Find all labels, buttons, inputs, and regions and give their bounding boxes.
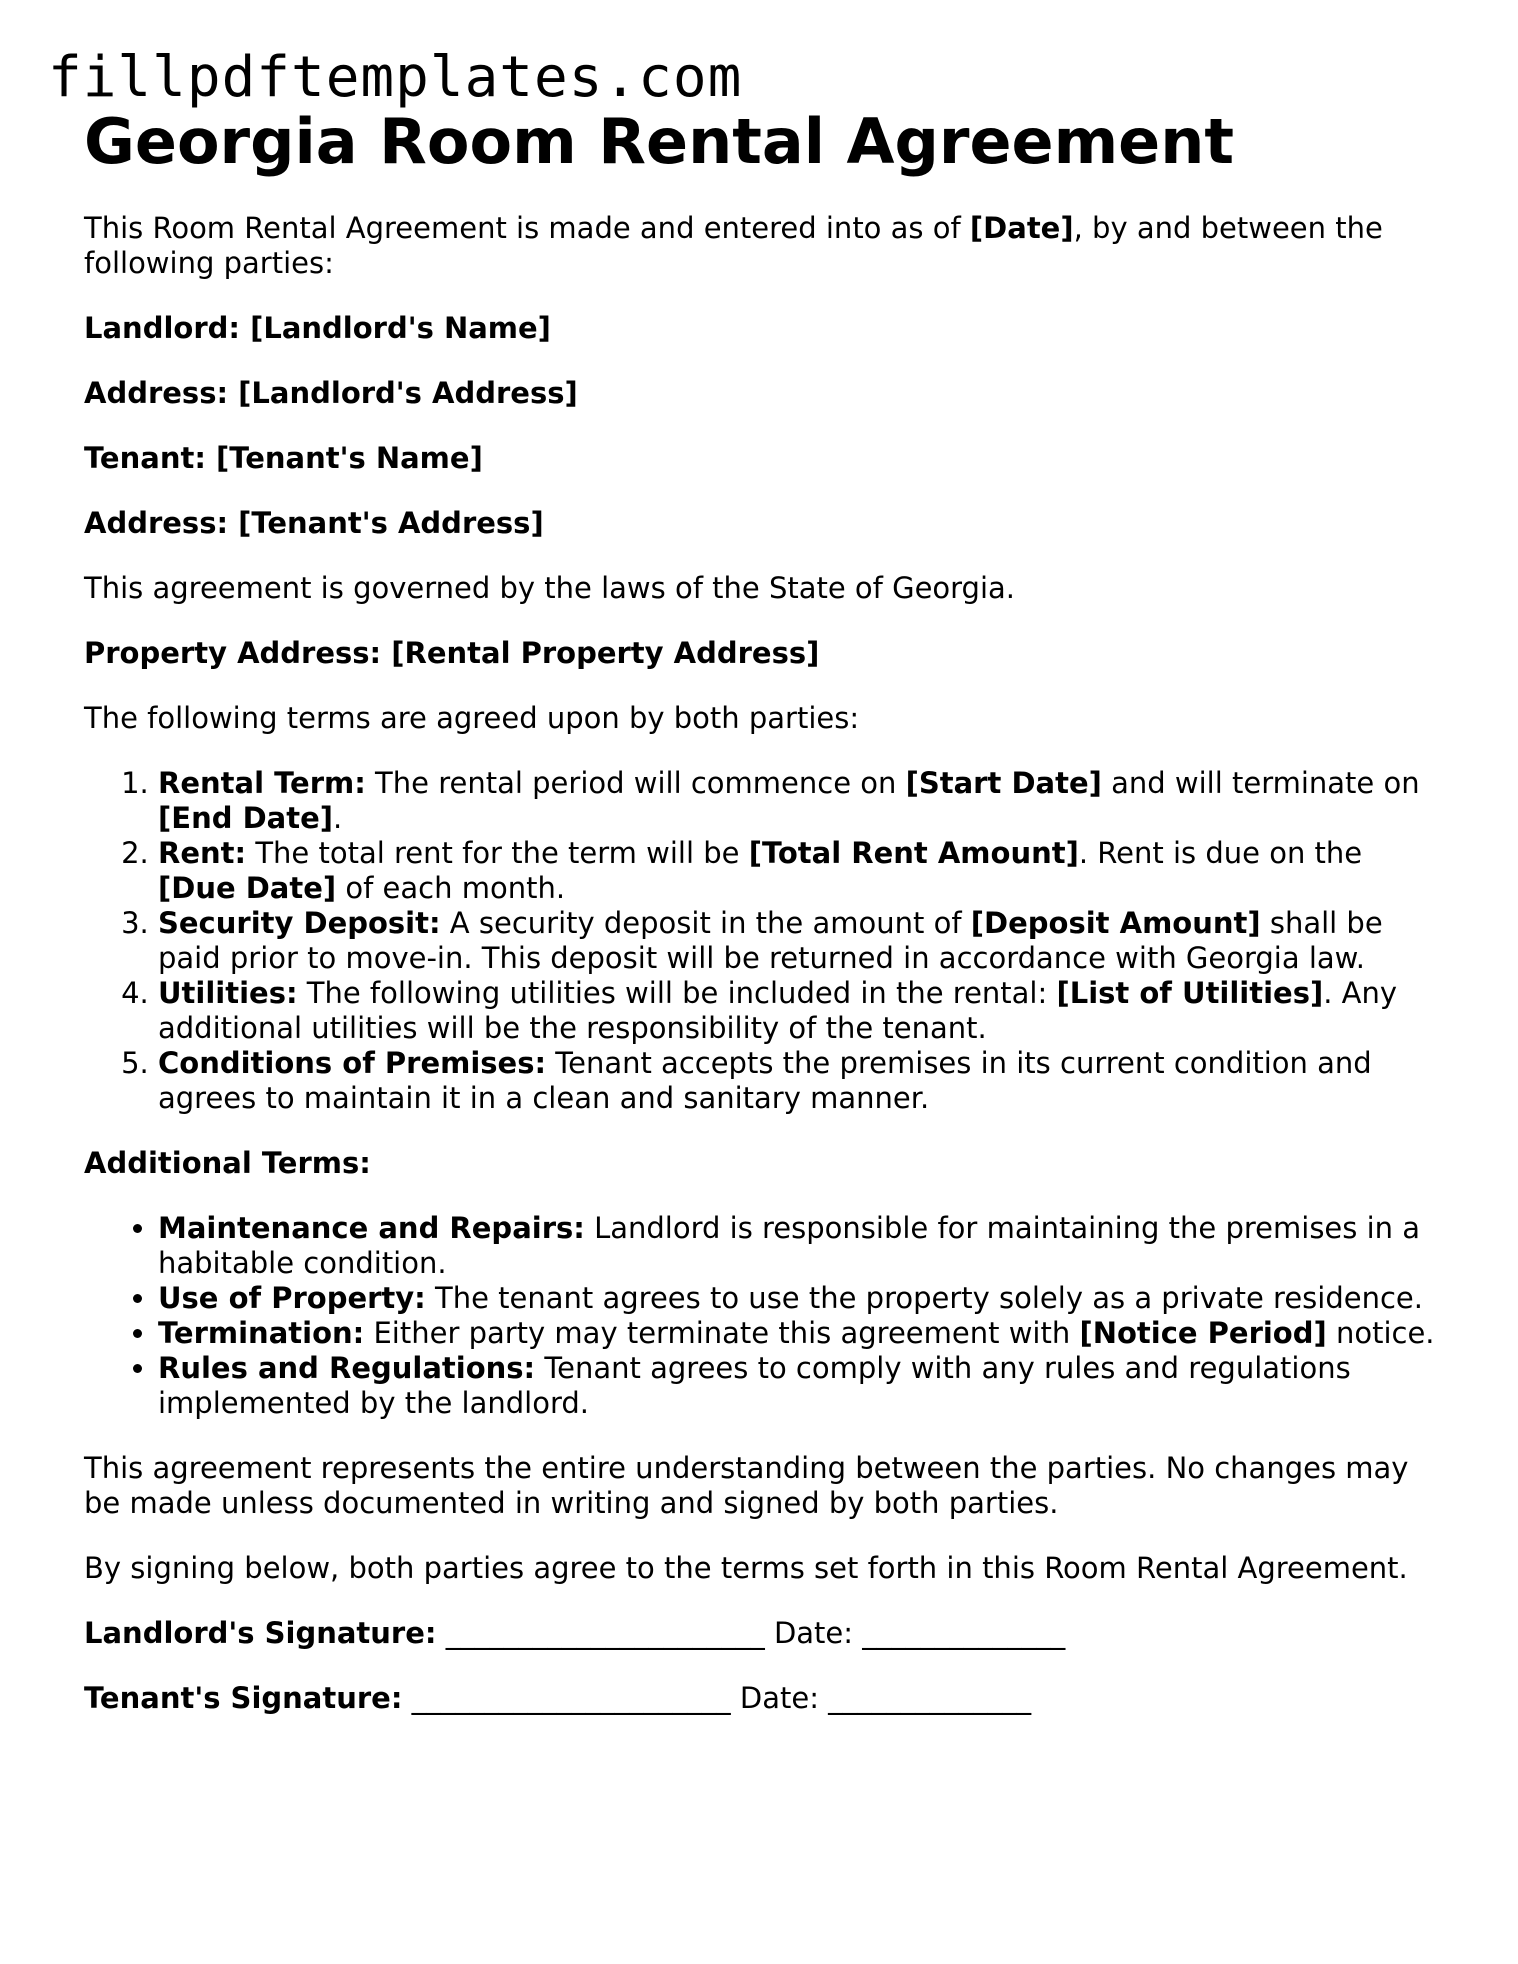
term-text: The tenant agrees to use the property solely as a private residence.	[425, 1281, 1423, 1315]
term-label: Utilities:	[158, 976, 298, 1010]
landlord-signature-label: Landlord's Signature:	[84, 1616, 437, 1650]
start-date-field: [Start Date]	[905, 766, 1102, 800]
term-label: Use of Property:	[158, 1281, 426, 1315]
document	[84, 104, 1444, 1746]
additional-terms-list	[84, 1211, 1444, 1421]
property-address-label: Property Address:	[84, 636, 382, 670]
term-text: shall be paid prior to move-in. This deposit will be returned in accordance with Georgia law.	[158, 906, 1383, 975]
landlord-date-label: Date:	[773, 1616, 854, 1650]
intro-text-end: , by and between the following parties:	[84, 211, 1383, 280]
term-item-utilities	[158, 976, 1444, 1046]
term-label: Rental Term:	[158, 766, 366, 800]
entire-agreement-paragraph: This agreement represents the entire understanding between the parties. No changes may be made unless documented in writing and signed by both parties.	[84, 1451, 1409, 1520]
tenant-address-label: Address:	[84, 506, 229, 540]
landlord-name-line	[84, 311, 1444, 346]
additional-terms-heading: Additional Terms:	[84, 1146, 371, 1180]
term-text: The total rent for the term will be	[246, 836, 749, 870]
utilities-field: [List of Utilities]	[1056, 976, 1324, 1010]
term-item-rent	[158, 836, 1444, 906]
term-label: Termination:	[158, 1316, 365, 1350]
term-label: Conditions of Premises:	[158, 1046, 547, 1080]
term-text: . Rent is due on the	[1078, 836, 1363, 870]
term-text: Tenant accepts the premises in its current condition and agrees to maintain it in a clean and sanitary manner.	[158, 1046, 1372, 1115]
term-text: The rental period will commence on	[365, 766, 906, 800]
end-date-field: [End Date]	[158, 801, 333, 835]
terms-list	[84, 766, 1444, 1116]
term-label: Rules and Regulations:	[158, 1351, 536, 1385]
tenant-address-line	[84, 506, 1444, 541]
terms-intro: The following terms are agreed upon by both parties:	[84, 701, 860, 735]
term-item-security-deposit	[158, 906, 1444, 976]
additional-item-use	[158, 1281, 1444, 1316]
landlord-address-field: [Landlord's Address]	[238, 376, 578, 410]
tenant-date-label: Date:	[739, 1681, 819, 1715]
term-text: The following utilities will be included in the rental:	[297, 976, 1057, 1010]
term-text: A security deposit in the amount of	[440, 906, 971, 940]
additional-item-maintenance	[158, 1211, 1444, 1281]
tenant-date-blank[interactable]: ______________	[818, 1681, 1032, 1715]
property-address-field: [Rental Property Address]	[391, 636, 820, 670]
governing-law: This agreement is governed by the laws of the State of Georgia.	[84, 571, 1016, 605]
term-text: Landlord is responsible for maintaining the premises in a habitable condition.	[158, 1211, 1421, 1280]
term-text: Tenant agrees to comply with any rules and regulations implemented by the landlord.	[158, 1351, 1351, 1420]
landlord-label: Landlord:	[84, 311, 240, 345]
landlord-signature-blank[interactable]: ______________________	[436, 1616, 774, 1650]
term-text: .	[333, 801, 343, 835]
property-address-line	[84, 636, 1444, 671]
tenant-signature-line	[84, 1681, 1444, 1716]
tenant-name-field: [Tenant's Name]	[216, 441, 483, 475]
landlord-address-label: Address:	[84, 376, 229, 410]
date-field: [Date]	[969, 211, 1074, 245]
term-text: notice.	[1326, 1316, 1435, 1350]
due-date-field: [Due Date]	[158, 871, 337, 905]
landlord-name-field: [Landlord's Name]	[250, 311, 551, 345]
notice-period-field: [Notice Period]	[1079, 1316, 1327, 1350]
tenant-label: Tenant:	[84, 441, 206, 475]
term-label: Security Deposit:	[158, 906, 441, 940]
term-text: . Any additional utilities will be the responsibility of the tenant.	[158, 976, 1398, 1045]
document-title: Georgia Room Rental Agreement	[84, 105, 1234, 178]
signing-statement: By signing below, both parties agree to the terms set forth in this Room Rental Agreement.	[84, 1551, 1408, 1585]
term-text: Either party may terminate this agreement with	[364, 1316, 1080, 1350]
term-text: and will terminate on	[1101, 766, 1420, 800]
term-label: Maintenance and Repairs:	[158, 1211, 585, 1245]
watermark-text: fillpdftemplates.com	[48, 45, 743, 110]
tenant-name-line	[84, 441, 1444, 476]
landlord-address-line	[84, 376, 1444, 411]
tenant-address-field: [Tenant's Address]	[238, 506, 544, 540]
landlord-date-blank[interactable]: ______________	[853, 1616, 1066, 1650]
additional-item-rules	[158, 1351, 1444, 1421]
tenant-signature-blank[interactable]: ______________________	[402, 1681, 740, 1715]
tenant-signature-label: Tenant's Signature:	[84, 1681, 403, 1715]
landlord-signature-line	[84, 1616, 1444, 1651]
intro-paragraph	[84, 211, 1444, 281]
term-item-rental-term	[158, 766, 1444, 836]
deposit-amount-field: [Deposit Amount]	[970, 906, 1261, 940]
intro-text: This Room Rental Agreement is made and entered into as of	[84, 211, 970, 245]
term-item-conditions	[158, 1046, 1444, 1116]
term-text: of each month.	[336, 871, 566, 905]
additional-item-termination	[158, 1316, 1444, 1351]
total-rent-field: [Total Rent Amount]	[748, 836, 1079, 870]
term-label: Rent:	[158, 836, 247, 870]
